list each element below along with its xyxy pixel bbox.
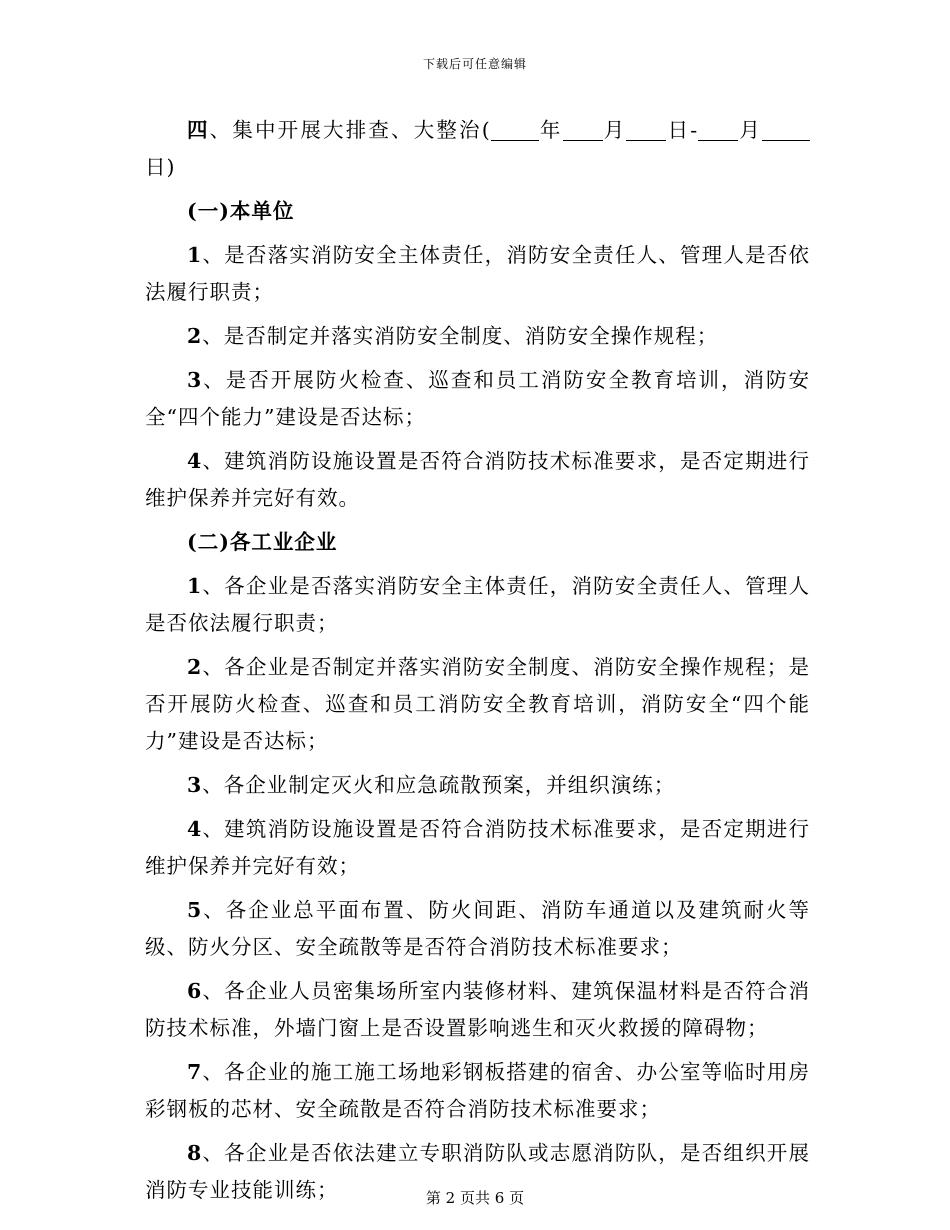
month-label-1: 月: [602, 118, 627, 142]
blank-month-1: [563, 118, 603, 141]
list-item: 5、各企业总平面布置、防火间距、消防车通道以及建筑耐火等级、防火分区、安全疏散等是否符合消防技术标准要求；: [145, 898, 810, 959]
blank-year: [491, 118, 539, 141]
year-label: 年: [538, 118, 563, 142]
list-item: 3、各企业制定灭火和应急疏散预案，并组织演练；: [187, 773, 676, 797]
month-label-2: 月: [738, 118, 763, 142]
day-label-2: 日): [145, 155, 176, 179]
list-item: 4、建筑消防设施设置是否符合消防技术标准要求，是否定期进行维护保养并完好有效。: [145, 449, 810, 510]
subheading-unit: (一)本单位: [187, 199, 295, 223]
blank-day-1: [626, 118, 666, 141]
list-item: 2、是否制定并落实消防安全制度、消防安全操作规程；: [187, 324, 719, 348]
list-item: 1、各企业是否落实消防安全主体责任，消防安全责任人、管理人是否依法履行职责；: [145, 574, 810, 635]
document-body: [145, 112, 810, 1216]
section-heading: [145, 112, 810, 186]
list-item: 3、是否开展防火检查、巡查和员工消防安全教育培训，消防安全“四个能力”建设是否达标；: [145, 368, 810, 429]
list-item: 8、各企业是否依法建立专职消防队或志愿消防队，是否组织开展消防专业技能训练；: [145, 1141, 810, 1202]
section-number: 四: [187, 118, 210, 142]
list-item: 1、是否落实消防安全主体责任，消防安全责任人、管理人是否依法履行职责；: [145, 243, 810, 304]
day-label-1: 日-: [666, 118, 699, 142]
blank-day-2: [762, 118, 810, 141]
list-item: 4、建筑消防设施设置是否符合消防技术标准要求，是否定期进行维护保养并完好有效；: [145, 817, 810, 878]
page-footer: 第 2 页共 6 页: [425, 1189, 525, 1207]
list-item: 2、各企业是否制定并落实消防安全制度、消防安全操作规程；是否开展防火检查、巡查和员工消防安全教育培训，消防安全“四个能力”建设是否达标；: [145, 655, 810, 753]
blank-month-2: [698, 118, 738, 141]
subheading-enterprises: (二)各工业企业: [187, 530, 338, 554]
list-item: 7、各企业的施工施工场地彩钢板搭建的宿舍、办公室等临时用房彩钢板的芯材、安全疏散是否符合消防技术标准要求；: [145, 1060, 810, 1121]
list-item: 6、各企业人员密集场所室内装修材料、建筑保温材料是否符合消防技术标准，外墙门窗上是否设置影响逃生和灭火救援的障碍物；: [145, 979, 810, 1040]
section-title: 、集中开展大排查、大整治(: [209, 118, 491, 142]
page-header: 下载后可任意编辑: [422, 57, 527, 71]
